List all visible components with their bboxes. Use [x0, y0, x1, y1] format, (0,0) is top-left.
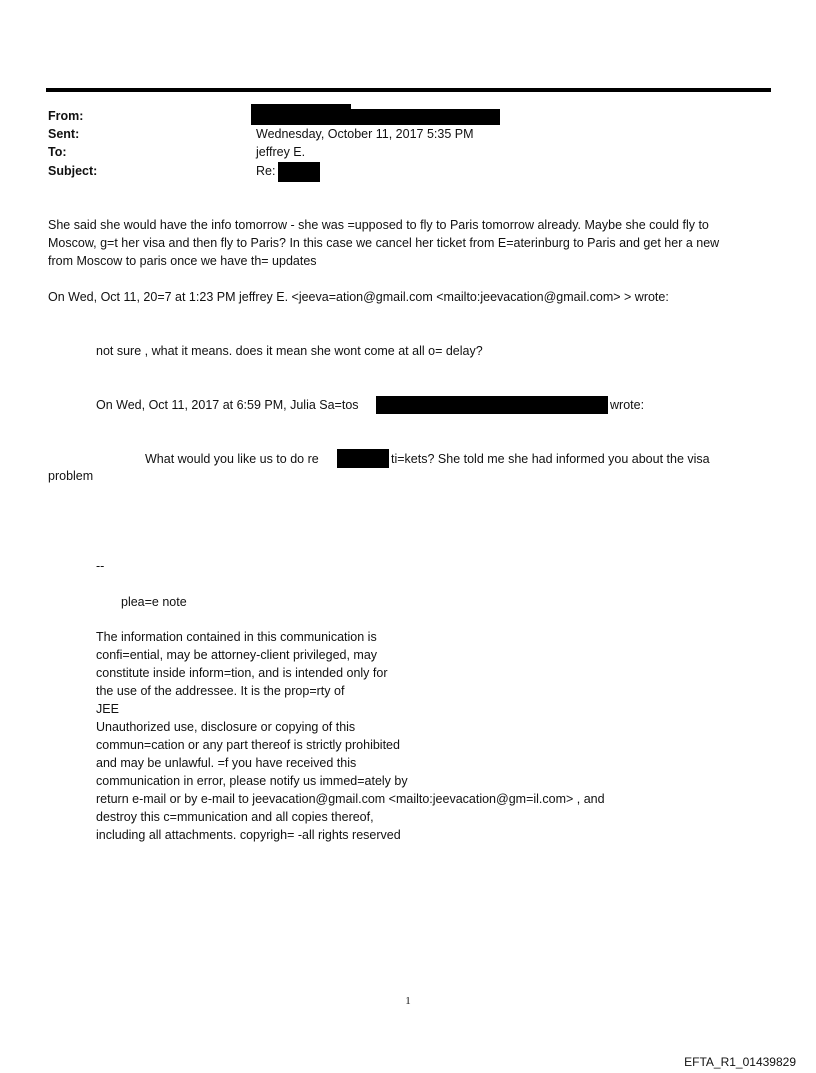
reply-line: not sure , what it means. does it mean she wont come at all o= delay? [96, 344, 483, 358]
sent-value: Wednesday, October 11, 2017 5:35 PM [256, 127, 474, 141]
redaction-name [337, 449, 389, 468]
subject-prefix: Re: [256, 164, 276, 178]
question-post: ti=kets? She told me she had informed you about the visa [391, 452, 710, 466]
disclaimer-line: return e-mail or by e-mail to jeevacation@gmail.com <mailto:jeevacation@gm=il.com> , and [96, 792, 605, 806]
quote-header-2-pre: On Wed, Oct 11, 2017 at 6:59 PM, Julia Sa=tos [96, 398, 359, 412]
disclaimer-line: including all attachments. copyrigh= -all rights reserved [96, 828, 401, 842]
question-pre: What would you like us to do re [145, 452, 319, 466]
disclaimer-line: The information contained in this communication is [96, 630, 377, 644]
top-rule [46, 88, 771, 92]
quote-header-2-post: wrote: [610, 398, 645, 412]
subject-label: Subject: [48, 164, 98, 178]
disclaimer-line: communication in error, please notify us immed=ately by [96, 774, 408, 788]
page-number: 1 [405, 995, 411, 1007]
redaction-from-value [251, 109, 500, 125]
disclaimer-line: Unauthorized use, disclosure or copying of this [96, 720, 356, 734]
disclaimer-line: and may be unlawful. =f you have received this [96, 756, 357, 770]
redaction-email-address [376, 396, 608, 414]
sent-label: Sent: [48, 127, 80, 141]
body-line-1: She said she would have the info tomorrow - she was =upposed to fly to Paris tomorrow already. Maybe she could fly to [48, 218, 709, 232]
from-label: From: [48, 109, 84, 123]
disclaimer-line: confi=ential, may be attorney-client privileged, may [96, 648, 378, 662]
disclaimer-line: constitute inside inform=tion, and is intended only for [96, 666, 388, 680]
to-value: jeffrey E. [256, 145, 306, 159]
signature-note: plea=e note [121, 595, 187, 609]
body-line-2: Moscow, g=t her visa and then fly to Paris? In this case we cancel her ticket from E=aterinburg to Paris and get her a new [48, 236, 720, 250]
disclaimer-line: the use of the addressee. It is the prop=rty of [96, 684, 345, 698]
body-line-3: from Moscow to paris once we have th= updates [48, 254, 317, 268]
disclaimer-line: destroy this c=mmunication and all copies thereof, [96, 810, 374, 824]
question-wrap: problem [48, 469, 94, 483]
redaction-subject [278, 162, 320, 182]
disclaimer-line: commun=cation or any part thereof is strictly prohibited [96, 738, 400, 752]
quote-header-1: On Wed, Oct 11, 20=7 at 1:23 PM jeffrey E. <jeeva=ation@gmail.com <mailto:jeevacation@gmail.com> > wrote: [48, 290, 669, 304]
to-label: To: [48, 145, 67, 159]
disclaimer-line: JEE [96, 702, 119, 716]
document-id: EFTA_R1_01439829 [684, 1055, 796, 1069]
signature-dashes: -- [96, 559, 105, 573]
